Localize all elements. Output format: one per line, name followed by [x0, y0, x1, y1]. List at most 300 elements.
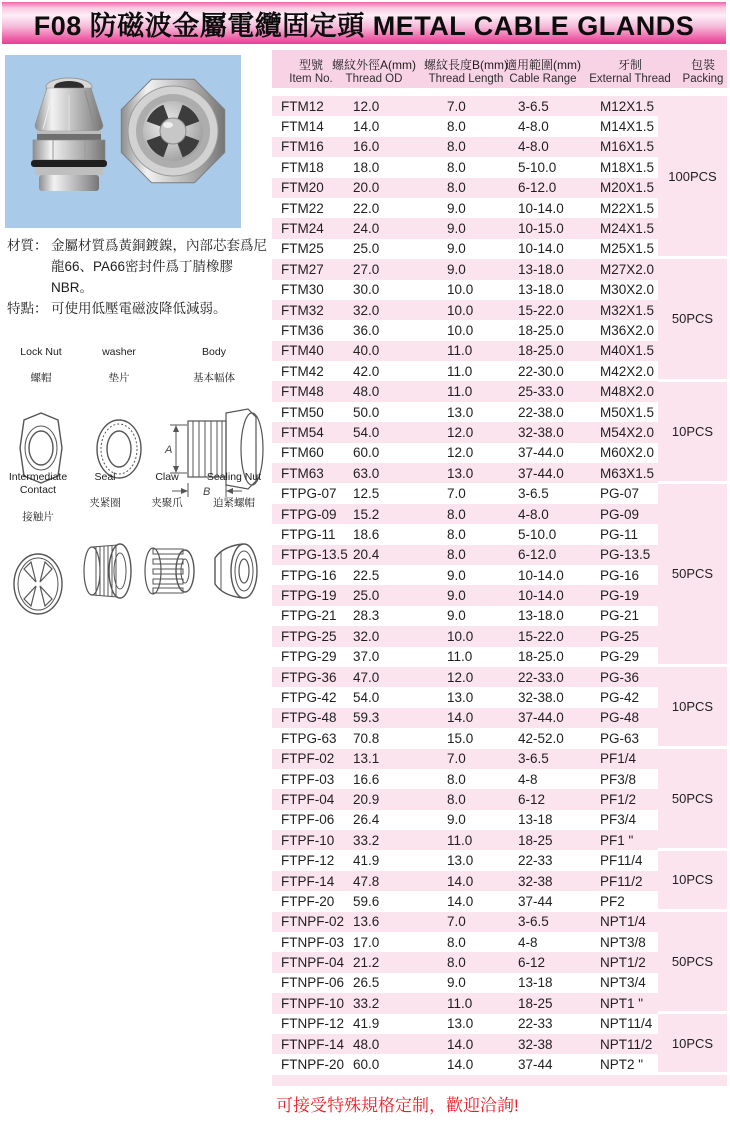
table-row — [272, 667, 658, 687]
external-thread-cell: NPT11/2 — [600, 1036, 653, 1052]
item-no-cell: FTM50 — [281, 404, 324, 420]
table-row — [272, 545, 658, 565]
item-no-cell: FTM42 — [281, 363, 324, 379]
table-row — [272, 769, 658, 789]
thread-length-cell: 11.0 — [447, 649, 473, 665]
item-no-cell: FTM36 — [281, 322, 324, 338]
packing-group — [658, 484, 727, 665]
item-no-cell: FTPG-29 — [281, 649, 337, 665]
intermediate-contact-label-zh: 接触片 — [22, 510, 54, 523]
item-no-cell: FTPG-07 — [281, 486, 337, 502]
thread-length-cell: 9.0 — [447, 221, 466, 237]
item-no-cell: FTM32 — [281, 302, 324, 318]
packing-group — [658, 259, 727, 378]
part-seal — [74, 458, 136, 614]
packing-group-label: 10PCS — [671, 698, 714, 714]
thread-od-cell: 59.6 — [353, 893, 380, 909]
table-row — [272, 565, 658, 585]
thread-od-cell: 28.3 — [353, 608, 380, 624]
thread-length-cell: 11.0 — [447, 363, 473, 379]
external-thread-cell: PF3/4 — [600, 812, 637, 828]
packing-group — [658, 382, 727, 481]
table-row — [272, 463, 658, 483]
table-row — [272, 891, 658, 911]
sealing-nut-label-en: Sealing Nut — [206, 471, 262, 484]
thread-length-cell: 12.0 — [447, 669, 474, 685]
table-row — [272, 749, 658, 769]
table-row — [272, 993, 658, 1013]
packing-column — [658, 96, 727, 1075]
thread-length-cell: 8.0 — [447, 547, 466, 563]
page-title-text: F08 防磁波金屬電纜固定頭 METAL CABLE GLANDS — [33, 10, 695, 41]
item-no-cell: FTNPF-04 — [281, 955, 345, 971]
thread-od-cell: 24.0 — [353, 221, 380, 237]
cable-range-cell: 37-44.0 — [518, 465, 564, 481]
table-row — [272, 239, 658, 259]
table-bottom-band — [272, 1075, 727, 1086]
packing-group-label: 50PCS — [671, 790, 714, 806]
thread-od-cell: 18.6 — [353, 526, 380, 542]
col-header-external-thread: 牙制 External Thread — [589, 58, 671, 85]
thread-od-cell: 13.1 — [353, 751, 380, 767]
external-thread-cell: M30X2.0 — [600, 282, 655, 298]
material-spec — [7, 236, 269, 299]
thread-od-cell: 22.0 — [353, 200, 380, 216]
thread-length-cell: 14.0 — [447, 710, 474, 726]
thread-od-cell: 54.0 — [353, 424, 380, 440]
dim-a-label: A — [165, 443, 173, 456]
external-thread-cell: M50X1.5 — [600, 404, 655, 420]
item-no-cell: FTPF-04 — [281, 791, 335, 807]
thread-od-cell: 20.0 — [353, 180, 380, 196]
packing-group — [658, 667, 727, 746]
cable-range-cell: 37-44 — [518, 893, 553, 909]
cable-range-cell: 18-25.0 — [518, 343, 564, 359]
item-no-cell: FTPG-13.5 — [281, 547, 348, 563]
cable-range-cell: 13-18 — [518, 812, 553, 828]
external-thread-cell: PF11/4 — [600, 853, 643, 869]
cable-range-cell: 3-6.5 — [518, 914, 549, 930]
body-label-en: Body — [202, 346, 226, 359]
table-row — [272, 524, 658, 544]
table-row — [272, 973, 658, 993]
item-no-cell: FTM48 — [281, 384, 324, 400]
cable-range-cell: 13-18.0 — [518, 608, 564, 624]
cable-range-cell: 10-14.0 — [518, 200, 564, 216]
table-row — [272, 198, 658, 218]
item-no-cell: FTM60 — [281, 445, 324, 461]
table-row — [272, 443, 658, 463]
packing-group-label: 10PCS — [671, 1035, 714, 1051]
external-thread-cell: NPT11/4 — [600, 1016, 653, 1032]
external-thread-cell: M63X1.5 — [600, 465, 655, 481]
table-row — [272, 687, 658, 707]
thread-od-cell: 16.6 — [353, 771, 380, 787]
lock-nut-label-en: Lock Nut — [20, 346, 62, 359]
table-row — [272, 606, 658, 626]
table-row — [272, 728, 658, 748]
cable-range-cell: 18-25 — [518, 995, 553, 1011]
thread-od-cell: 47.0 — [353, 669, 380, 685]
table-row — [272, 647, 658, 667]
item-no-cell: FTNPF-03 — [281, 934, 345, 950]
item-no-cell: FTPF-06 — [281, 812, 335, 828]
cable-range-cell: 13-18 — [518, 975, 553, 991]
thread-length-cell: 12.0 — [447, 424, 474, 440]
thread-length-cell: 11.0 — [447, 384, 473, 400]
cable-range-cell: 6-12.0 — [518, 547, 557, 563]
thread-od-cell: 63.0 — [353, 465, 380, 481]
table-row — [272, 483, 658, 503]
intermediate-contact-label-en: Intermediate Contact — [8, 471, 68, 497]
thread-od-cell: 50.0 — [353, 404, 380, 420]
thread-od-cell: 14.0 — [353, 119, 380, 135]
spec-table — [272, 50, 727, 1073]
claw-label-en: Claw — [155, 471, 179, 484]
thread-length-cell: 11.0 — [447, 995, 473, 1011]
cable-range-cell: 15-22.0 — [518, 302, 564, 318]
item-no-cell: FTM12 — [281, 98, 324, 114]
table-row — [272, 850, 658, 870]
external-thread-cell: NPT2 " — [600, 1057, 644, 1073]
external-thread-cell: PF2 — [600, 893, 625, 909]
thread-od-cell: 70.8 — [353, 730, 380, 746]
external-thread-cell: PF1/4 — [600, 751, 637, 767]
cable-range-cell: 10-15.0 — [518, 221, 564, 237]
thread-length-cell: 14.0 — [447, 1057, 474, 1073]
packing-group — [658, 1014, 727, 1072]
cable-range-cell: 32-38.0 — [518, 690, 564, 706]
table-row — [272, 504, 658, 524]
cable-range-cell: 18-25.0 — [518, 322, 564, 338]
thread-od-cell: 54.0 — [353, 690, 380, 706]
external-thread-cell: PF1 " — [600, 832, 634, 848]
external-thread-cell: M20X1.5 — [600, 180, 655, 196]
claw-label-zh: 夹聚爪 — [151, 497, 183, 510]
table-row — [272, 708, 658, 728]
packing-group-label: 10PCS — [671, 872, 714, 888]
cable-range-cell: 37-44.0 — [518, 445, 564, 461]
external-thread-cell: PG-21 — [600, 608, 640, 624]
thread-length-cell: 9.0 — [447, 567, 466, 583]
cable-range-cell: 22-33 — [518, 1016, 553, 1032]
table-row — [272, 402, 658, 422]
page-title — [2, 2, 726, 44]
thread-od-cell: 33.2 — [353, 832, 380, 848]
thread-od-cell: 26.5 — [353, 975, 380, 991]
thread-od-cell: 40.0 — [353, 343, 380, 359]
thread-length-cell: 9.0 — [447, 812, 466, 828]
external-thread-cell: PG-48 — [600, 710, 640, 726]
item-no-cell: FTPG-36 — [281, 669, 337, 685]
cable-range-cell: 5-10.0 — [518, 526, 557, 542]
item-no-cell: FTM54 — [281, 424, 324, 440]
col-header-cable-range: 適用範圍(mm) Cable Range — [505, 58, 581, 85]
item-no-cell: FTM25 — [281, 241, 324, 257]
thread-od-cell: 30.0 — [353, 282, 380, 298]
cable-range-cell: 4-8 — [518, 934, 538, 950]
table-row — [272, 218, 658, 238]
external-thread-cell: PG-36 — [600, 669, 640, 685]
cable-range-cell: 4-8.0 — [518, 119, 549, 135]
cable-range-cell: 3-6.5 — [518, 486, 549, 502]
table-row — [272, 361, 658, 381]
table-row — [272, 178, 658, 198]
cable-range-cell: 3-6.5 — [518, 98, 549, 114]
part-sealing-nut — [198, 458, 270, 614]
thread-od-cell: 60.0 — [353, 1057, 380, 1073]
item-no-cell: FTM20 — [281, 180, 324, 196]
cable-range-cell: 6-12.0 — [518, 180, 557, 196]
thread-length-cell: 8.0 — [447, 955, 466, 971]
thread-length-cell: 9.0 — [447, 200, 466, 216]
cable-range-cell: 4-8.0 — [518, 139, 549, 155]
cable-range-cell: 6-12 — [518, 791, 546, 807]
external-thread-cell: PF11/2 — [600, 873, 643, 889]
material-text: 金屬材質爲黃銅鍍鎳，內部芯套爲尼龍66、PA66密封件爲丁腈橡膠NBR。 — [51, 238, 267, 295]
packing-group-label: 10PCS — [671, 423, 714, 439]
external-thread-cell: M22X1.5 — [600, 200, 655, 216]
cable-range-cell: 22-30.0 — [518, 363, 564, 379]
thread-length-cell: 13.0 — [447, 404, 474, 420]
thread-od-cell: 48.0 — [353, 1036, 380, 1052]
table-row — [272, 341, 658, 361]
item-no-cell: FTPG-48 — [281, 710, 337, 726]
external-thread-cell: M12X1.5 — [600, 98, 655, 114]
intermediate-contact-diagram — [3, 537, 73, 627]
table-row — [272, 300, 658, 320]
external-thread-cell: M18X1.5 — [600, 159, 655, 175]
cable-range-cell: 18-25 — [518, 832, 553, 848]
cable-range-cell: 25-33.0 — [518, 384, 564, 400]
feature-spec — [7, 299, 269, 320]
sealing-nut-diagram — [199, 524, 269, 614]
thread-od-cell: 60.0 — [353, 445, 380, 461]
cable-range-cell: 10-14.0 — [518, 241, 564, 257]
external-thread-cell: M16X1.5 — [600, 139, 655, 155]
cable-range-cell: 18-25.0 — [518, 649, 564, 665]
external-thread-cell: M60X2.0 — [600, 445, 655, 461]
thread-length-cell: 8.0 — [447, 791, 466, 807]
spec-text-block — [7, 236, 269, 320]
table-row — [272, 137, 658, 157]
sealing-nut-label-zh: 迫紧螺帽 — [212, 497, 255, 510]
col-header-thread-length: 螺紋長度B(mm) Thread Length — [424, 58, 508, 85]
thread-length-cell: 13.0 — [447, 465, 474, 481]
item-no-cell: FTNPF-10 — [281, 995, 345, 1011]
thread-od-cell: 33.2 — [353, 995, 380, 1011]
external-thread-cell: M27X2.0 — [600, 261, 655, 277]
table-row — [272, 1014, 658, 1034]
cable-range-cell: 22-38.0 — [518, 404, 564, 420]
table-row — [272, 830, 658, 850]
external-thread-cell: M36X2.0 — [600, 322, 655, 338]
thread-od-cell: 59.3 — [353, 710, 380, 726]
thread-od-cell: 20.9 — [353, 791, 380, 807]
table-row — [272, 320, 658, 340]
thread-length-cell: 11.0 — [447, 832, 473, 848]
item-no-cell: FTPG-09 — [281, 506, 337, 522]
item-no-cell: FTM63 — [281, 465, 324, 481]
cable-range-cell: 13-18.0 — [518, 282, 564, 298]
thread-length-cell: 12.0 — [447, 445, 474, 461]
external-thread-cell: PG-19 — [600, 588, 640, 604]
item-no-cell: FTPF-03 — [281, 771, 335, 787]
external-thread-cell: NPT1/2 — [600, 955, 646, 971]
thread-length-cell: 10.0 — [447, 322, 474, 338]
table-row — [272, 96, 658, 116]
item-no-cell: FTM22 — [281, 200, 324, 216]
parts-diagram-row-2 — [2, 458, 270, 627]
item-no-cell: FTM16 — [281, 139, 324, 155]
cable-range-cell: 6-12 — [518, 955, 546, 971]
material-label: 材質： — [7, 238, 48, 253]
external-thread-cell: M40X1.5 — [600, 343, 655, 359]
item-no-cell: FTPG-16 — [281, 567, 337, 583]
thread-length-cell: 9.0 — [447, 261, 466, 277]
thread-od-cell: 37.0 — [353, 649, 380, 665]
item-no-cell: FTNPF-02 — [281, 914, 345, 930]
cable-range-cell: 15-22.0 — [518, 628, 564, 644]
thread-length-cell: 10.0 — [447, 282, 474, 298]
table-row — [272, 626, 658, 646]
part-intermediate-contact — [2, 458, 74, 627]
thread-length-cell: 8.0 — [447, 771, 466, 787]
thread-length-cell: 8.0 — [447, 139, 466, 155]
thread-length-cell: 8.0 — [447, 180, 466, 196]
table-row — [272, 871, 658, 891]
external-thread-cell: PG-09 — [600, 506, 640, 522]
seal-label-zh: 夹紧圈 — [89, 497, 121, 510]
packing-group-label: 50PCS — [671, 566, 714, 582]
part-claw — [136, 458, 198, 614]
external-thread-cell: M24X1.5 — [600, 221, 655, 237]
cable-gland-photo-illustration — [5, 55, 241, 228]
thread-od-cell: 25.0 — [353, 241, 380, 257]
item-no-cell: FTPG-63 — [281, 730, 337, 746]
table-row — [272, 157, 658, 177]
packing-group-label: 50PCS — [671, 953, 714, 969]
external-thread-cell: PG-29 — [600, 649, 640, 665]
thread-od-cell: 41.9 — [353, 853, 380, 869]
external-thread-cell: M48X2.0 — [600, 384, 655, 400]
thread-length-cell: 13.0 — [447, 1016, 474, 1032]
item-no-cell: FTPF-20 — [281, 893, 335, 909]
cable-range-cell: 5-10.0 — [518, 159, 557, 175]
item-no-cell: FTPF-02 — [281, 751, 335, 767]
washer-label-zh: 垫片 — [108, 372, 130, 385]
table-row — [272, 259, 658, 279]
thread-od-cell: 27.0 — [353, 261, 380, 277]
table-row — [272, 381, 658, 401]
external-thread-cell: NPT1/4 — [600, 914, 646, 930]
external-thread-cell: PF3/8 — [600, 771, 637, 787]
table-row — [272, 280, 658, 300]
washer-label-en: washer — [102, 346, 136, 359]
external-thread-cell: M14X1.5 — [600, 119, 655, 135]
item-no-cell: FTM30 — [281, 282, 324, 298]
item-no-cell: FTNPF-20 — [281, 1057, 345, 1073]
item-no-cell: FTPG-11 — [281, 526, 336, 542]
col-header-thread-od: 螺紋外徑A(mm) Thread OD — [332, 58, 416, 85]
thread-od-cell: 22.5 — [353, 567, 380, 583]
item-no-cell: FTM24 — [281, 221, 324, 237]
table-row — [272, 1054, 658, 1074]
dim-b-label: B — [203, 485, 211, 498]
table-row — [272, 952, 658, 972]
cable-range-cell: 4-8 — [518, 771, 538, 787]
thread-length-cell: 15.0 — [447, 730, 474, 746]
cable-range-cell: 10-14.0 — [518, 588, 564, 604]
cable-range-cell: 32-38.0 — [518, 424, 564, 440]
item-no-cell: FTM14 — [281, 119, 324, 135]
table-row — [272, 912, 658, 932]
table-row — [272, 116, 658, 136]
thread-length-cell: 14.0 — [447, 873, 474, 889]
thread-length-cell: 7.0 — [447, 486, 466, 502]
thread-od-cell: 25.0 — [353, 588, 380, 604]
cable-range-cell: 32-38 — [518, 873, 553, 889]
thread-od-cell: 48.0 — [353, 384, 380, 400]
external-thread-cell: PG-11 — [600, 526, 639, 542]
item-no-cell: FTNPF-12 — [281, 1016, 345, 1032]
thread-od-cell: 41.9 — [353, 1016, 380, 1032]
cable-range-cell: 4-8.0 — [518, 506, 549, 522]
thread-od-cell: 15.2 — [353, 506, 380, 522]
thread-length-cell: 9.0 — [447, 241, 466, 257]
thread-length-cell: 8.0 — [447, 119, 466, 135]
external-thread-cell: M25X1.5 — [600, 241, 655, 257]
col-header-packing: 包裝 Packing — [682, 58, 724, 85]
thread-od-cell: 18.0 — [353, 159, 380, 175]
gland-front-view — [121, 79, 224, 182]
cable-range-cell: 3-6.5 — [518, 751, 549, 767]
thread-od-cell: 47.8 — [353, 873, 380, 889]
thread-od-cell: 36.0 — [353, 322, 380, 338]
thread-length-cell: 8.0 — [447, 526, 466, 542]
table-header — [272, 50, 727, 88]
table-row — [272, 810, 658, 830]
cable-range-cell: 10-14.0 — [518, 567, 564, 583]
cable-range-cell: 22-33.0 — [518, 669, 564, 685]
thread-length-cell: 8.0 — [447, 506, 466, 522]
external-thread-cell: M54X2.0 — [600, 424, 655, 440]
thread-length-cell: 9.0 — [447, 975, 466, 991]
item-no-cell: FTPG-25 — [281, 628, 337, 644]
packing-group-label: 50PCS — [671, 311, 714, 327]
external-thread-cell: PG-25 — [600, 628, 640, 644]
thread-length-cell: 9.0 — [447, 608, 466, 624]
feature-text: 可使用低壓電磁波降低減弱。 — [51, 300, 227, 316]
thread-length-cell: 7.0 — [447, 914, 466, 930]
item-no-cell: FTNPF-14 — [281, 1036, 345, 1052]
packing-group — [658, 96, 727, 256]
cable-range-cell: 37-44.0 — [518, 710, 564, 726]
thread-length-cell: 8.0 — [447, 159, 466, 175]
item-no-cell: FTPF-10 — [281, 832, 335, 848]
thread-length-cell: 7.0 — [447, 751, 466, 767]
external-thread-cell: M42X2.0 — [600, 363, 655, 379]
thread-length-cell: 9.0 — [447, 588, 466, 604]
thread-length-cell: 13.0 — [447, 853, 474, 869]
thread-od-cell: 12.5 — [353, 486, 380, 502]
thread-od-cell: 21.2 — [353, 955, 380, 971]
thread-od-cell: 16.0 — [353, 139, 380, 155]
cable-range-cell: 42-52.0 — [518, 730, 564, 746]
custom-order-note: 可接受特殊規格定制，歡迎洽詢! — [276, 1096, 519, 1115]
external-thread-cell: PG-63 — [600, 730, 640, 746]
gland-side-view — [31, 78, 107, 191]
